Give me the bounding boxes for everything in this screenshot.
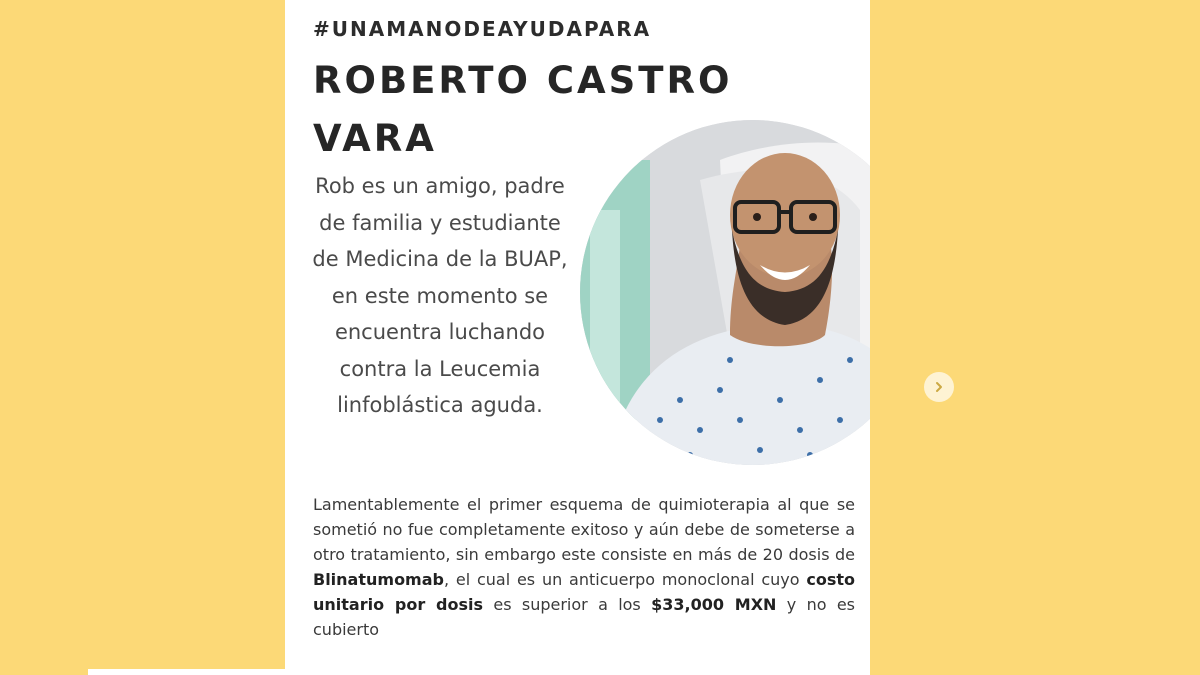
- cost-amount: $33,000 MXN: [651, 595, 777, 614]
- story-text-1: Lamentablemente el primer esquema de quimioterapia al que se sometió no fue completamente exitoso y aún debe de someterse a otro tratamiento, sin embargo este consiste en más de 20 dosis de: [313, 495, 855, 564]
- story-text-4: y no es cubierto: [313, 595, 856, 639]
- chevron-right-icon: [933, 381, 945, 393]
- post-image: [285, 0, 870, 675]
- story-paragraph: [313, 492, 855, 642]
- drug-name: Blinatumomab: [313, 570, 444, 589]
- person-name: ROBERTO CASTRO VARA: [313, 59, 733, 160]
- bottom-partial-strip: [88, 669, 870, 675]
- next-slide-button[interactable]: [924, 372, 954, 402]
- story-text-3: es superior a los: [483, 595, 652, 614]
- story-text-2: , el cual es un anticuerpo monoclonal cuyo: [443, 570, 807, 589]
- intro-text: Rob es un amigo, padre de familia y estudiante de Medicina de la BUAP, en este momento se encuentra luchando contra la Leucemia linfoblástica aguda.: [312, 174, 568, 417]
- cost-label: costo unitario por dosis: [313, 570, 855, 614]
- patient-photo: [580, 120, 870, 465]
- hashtag-text: #UNAMANODEAYUDAPARA: [313, 17, 652, 41]
